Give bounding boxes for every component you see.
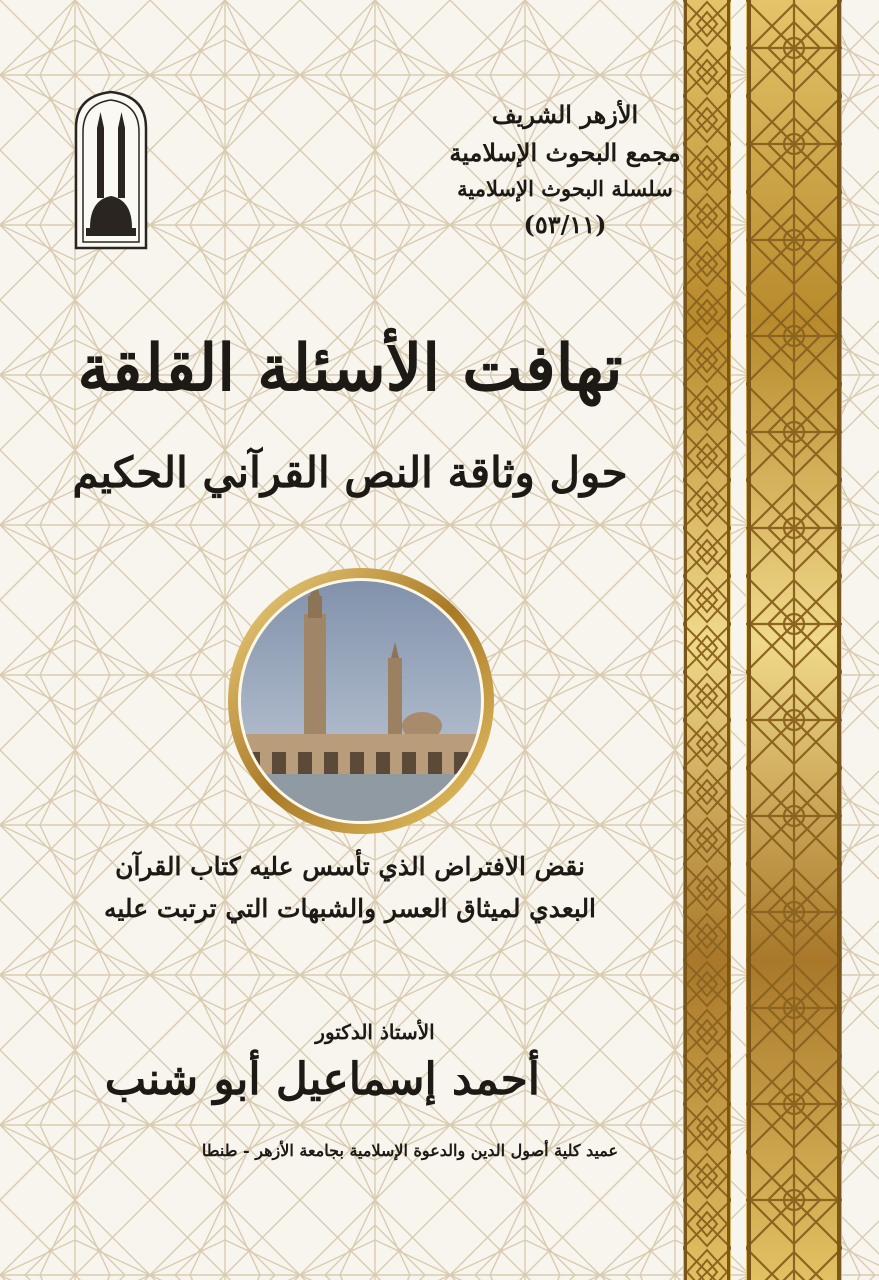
author-title: الأستاذ الدكتور bbox=[315, 1020, 435, 1044]
description-line-1: نقض الافتراض الذي تأسس عليه كتاب القرآن bbox=[115, 852, 585, 881]
author-name: أحمد إسماعيل أبو شنب bbox=[104, 1054, 540, 1105]
gold-ornament-band-wide bbox=[746, 0, 842, 1280]
publisher-line: الأزهر الشريف bbox=[491, 100, 639, 129]
al-azhar-seal-logo bbox=[68, 88, 154, 258]
series-number: (٥٣/١١) bbox=[523, 210, 607, 239]
description-line-2: البعدي لميثاق العسر والشبهات التي ترتبت عليه bbox=[103, 894, 597, 923]
mosque-photo-medallion bbox=[226, 566, 496, 836]
book-subtitle: حول وثاقة النص القرآني الحكيم bbox=[72, 448, 628, 497]
book-title: تهافت الأسئلة القلقة bbox=[77, 331, 623, 406]
series-line: سلسلة البحوث الإسلامية bbox=[457, 176, 673, 201]
author-affiliation: عميد كلية أصول الدين والدعوة الإسلامية بجامعة الأزهر - طنطا bbox=[201, 1141, 619, 1160]
academy-line: مجمع البحوث الإسلامية bbox=[449, 138, 681, 167]
